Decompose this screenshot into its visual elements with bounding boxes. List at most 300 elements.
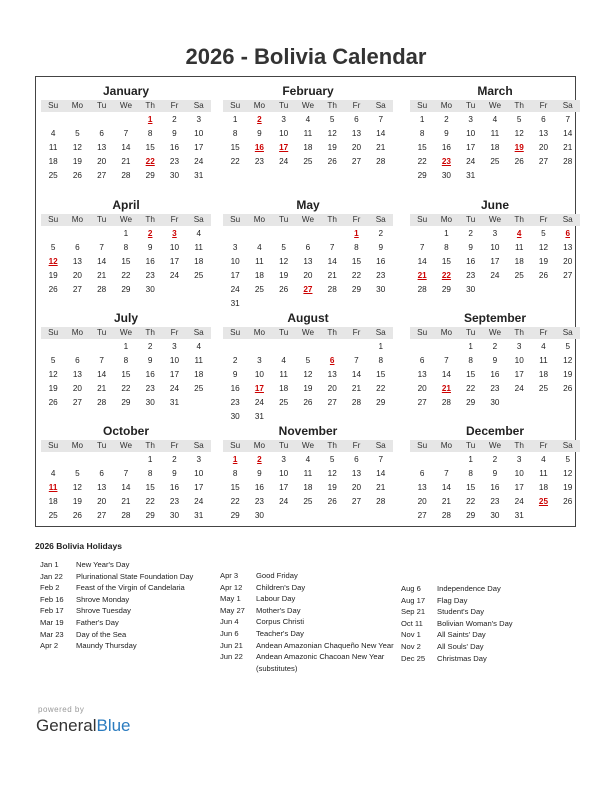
day-cell: 8 (147, 129, 153, 138)
day-cell: 3 (492, 229, 498, 238)
day-cell: 16 (145, 370, 155, 379)
day-cell: 16 (376, 257, 386, 266)
weekday-header: Mo (253, 215, 266, 224)
weekday-header: Fr (539, 441, 548, 450)
holiday-item (40, 559, 220, 571)
brand-logo[interactable] (36, 716, 131, 736)
month-8 (410, 310, 580, 409)
day-cell: 25 (48, 511, 58, 520)
day-cell: 20 (72, 384, 82, 393)
day-cell: 11 (194, 243, 203, 252)
day-cell: 12 (327, 129, 337, 138)
day-cell: 21 (351, 384, 362, 393)
holiday-day-cell: 6 (565, 229, 570, 238)
weekday-header: We (488, 215, 501, 224)
weekday-header: Sa (193, 101, 204, 110)
holiday-date: Feb 16 (40, 594, 64, 604)
day-cell: 11 (514, 243, 524, 252)
day-cell: 5 (541, 229, 546, 238)
holiday-item (401, 606, 581, 618)
holiday-name: All Saints' Day (437, 630, 486, 640)
holiday-item (220, 628, 400, 640)
holiday-day-cell: 19 (514, 143, 524, 152)
day-cell: 7 (444, 356, 449, 365)
empty-day-cell (369, 297, 393, 310)
week-row (41, 495, 211, 508)
empty-day-cell (483, 283, 507, 296)
day-cell: 26 (279, 285, 289, 294)
day-cell: 19 (303, 384, 313, 393)
day-cell: 12 (538, 243, 549, 252)
week-row (223, 283, 393, 296)
week-row (41, 255, 211, 268)
week-row (410, 382, 580, 395)
weekday-header: Th (327, 328, 337, 337)
day-cell: 8 (419, 129, 425, 138)
day-cell: 24 (466, 157, 476, 166)
day-cell: 11 (539, 469, 548, 478)
weekday-header: Su (417, 441, 428, 450)
empty-day-cell (556, 283, 580, 296)
day-cell: 7 (419, 243, 425, 252)
weekday-header: Th (514, 215, 524, 224)
holiday-item (401, 641, 581, 653)
month-name: April (112, 198, 140, 212)
week-row (223, 269, 393, 282)
empty-day-cell (296, 297, 320, 310)
day-cell: 20 (417, 384, 427, 393)
day-cell: 17 (169, 257, 180, 266)
day-cell: 12 (279, 257, 289, 266)
holiday-day-cell: 16 (254, 143, 264, 152)
day-cell: 15 (417, 143, 427, 152)
week-row (410, 255, 580, 268)
day-cell: 18 (48, 497, 58, 506)
week-row (41, 368, 211, 381)
day-cell: 7 (99, 356, 104, 365)
day-cell: 19 (327, 483, 337, 492)
day-cell: 17 (169, 370, 180, 379)
day-cell: 31 (514, 511, 524, 520)
day-cell: 16 (230, 384, 240, 393)
day-cell: 30 (169, 511, 180, 520)
month-name: February (282, 84, 334, 98)
holiday-name: Flag Day (437, 595, 468, 605)
empty-day-cell (296, 509, 320, 522)
weekday-header: We (301, 328, 314, 337)
day-cell: 15 (351, 257, 362, 266)
empty-day-cell (434, 340, 458, 353)
holiday-item (40, 605, 220, 617)
day-cell: 12 (327, 469, 337, 478)
month-name: October (102, 424, 149, 438)
empty-day-cell (320, 509, 344, 522)
weekday-header: We (301, 101, 314, 110)
weekday-header: Tu (279, 215, 289, 224)
day-cell: 18 (538, 370, 549, 379)
day-cell: 28 (121, 171, 131, 180)
day-cell: 16 (169, 483, 180, 492)
empty-day-cell (114, 113, 138, 126)
weekday-header-row (41, 440, 211, 452)
weekday-header: We (488, 441, 501, 450)
weekday-header: Mo (440, 441, 453, 450)
holiday-item (40, 629, 220, 641)
day-cell: 20 (327, 384, 337, 393)
day-cell: 15 (121, 257, 131, 266)
day-cell: 19 (327, 143, 337, 152)
holiday-name: Andean Amazonic Chacoan New Year (substitutes) (256, 652, 385, 673)
day-cell: 28 (376, 157, 386, 166)
day-cell: 6 (75, 356, 80, 365)
day-cell: 17 (194, 483, 204, 492)
day-cell: 24 (514, 384, 524, 393)
day-cell: 7 (378, 115, 383, 124)
day-cell: 9 (147, 243, 153, 252)
holiday-name: Andean Amazonian Chaqueño New Year (256, 640, 394, 650)
empty-day-cell (272, 297, 296, 310)
day-cell: 9 (147, 356, 153, 365)
weekday-header: Tu (97, 441, 107, 450)
week-row (223, 255, 393, 268)
day-cell: 20 (417, 497, 427, 506)
holiday-day-cell: 27 (303, 285, 313, 294)
day-cell: 13 (351, 469, 362, 478)
day-cell: 30 (490, 511, 500, 520)
day-cell: 21 (97, 271, 107, 280)
day-cell: 3 (232, 243, 238, 252)
day-cell: 2 (492, 455, 498, 464)
weekday-header: Tu (466, 215, 476, 224)
day-cell: 10 (514, 356, 524, 365)
holiday-column-1 (40, 559, 220, 652)
day-cell: 14 (121, 143, 131, 152)
week-row (41, 155, 211, 168)
day-cell: 12 (563, 469, 573, 478)
day-cell: 13 (563, 243, 573, 252)
weekday-header: Tu (279, 101, 289, 110)
empty-day-cell (272, 227, 296, 240)
holiday-day-cell: 1 (232, 455, 238, 464)
day-cell: 4 (50, 129, 56, 138)
holiday-day-cell: 2 (257, 455, 262, 464)
day-cell: 22 (121, 384, 131, 393)
week-row (410, 495, 580, 508)
holiday-item (40, 617, 220, 629)
holiday-day-cell: 12 (48, 257, 58, 266)
day-cell: 17 (514, 370, 524, 379)
holiday-name: Bolivian Woman's Day (437, 618, 513, 628)
holiday-name: Maundy Thursday (76, 641, 137, 651)
day-cell: 4 (257, 243, 262, 252)
day-cell: 30 (169, 171, 180, 180)
empty-day-cell (90, 453, 114, 466)
week-row (410, 155, 580, 168)
day-cell: 8 (123, 356, 129, 365)
week-row (223, 155, 393, 168)
holiday-name: Labour Day (256, 594, 296, 604)
day-cell: 30 (376, 285, 386, 294)
empty-day-cell (531, 283, 555, 296)
weekday-header: Fr (170, 328, 179, 337)
holiday-name: Student's Day (437, 607, 485, 617)
week-row (410, 227, 580, 240)
weekday-header: Su (230, 101, 241, 110)
weekday-header: Sa (562, 441, 573, 450)
day-cell: 10 (194, 469, 204, 478)
holiday-day-cell: 4 (516, 229, 522, 238)
day-cell: 17 (466, 143, 476, 152)
week-row (223, 453, 393, 466)
empty-day-cell (41, 453, 65, 466)
day-cell: 25 (303, 497, 313, 506)
holiday-date: Feb 17 (40, 606, 64, 616)
day-cell: 23 (145, 271, 155, 280)
day-cell: 18 (490, 143, 500, 152)
day-cell: 27 (417, 398, 427, 407)
day-cell: 23 (145, 384, 155, 393)
empty-day-cell (531, 396, 555, 409)
calendar-grid (35, 76, 576, 527)
day-cell: 22 (145, 497, 155, 506)
holiday-date: Sep 21 (401, 607, 426, 617)
empty-day-cell (247, 340, 271, 353)
day-cell: 15 (121, 370, 131, 379)
holiday-date: Nov 1 (401, 630, 421, 640)
empty-day-cell (369, 410, 393, 423)
day-cell: 26 (72, 511, 82, 520)
day-cell: 10 (466, 129, 476, 138)
day-cell: 3 (516, 342, 522, 351)
empty-day-cell (41, 340, 65, 353)
holiday-date: Aug 6 (401, 584, 421, 593)
day-cell: 24 (279, 497, 289, 506)
day-cell: 9 (444, 129, 449, 138)
day-cell: 23 (169, 497, 180, 506)
day-cell: 10 (230, 257, 240, 266)
weekday-header: Mo (440, 101, 453, 110)
day-cell: 30 (145, 285, 155, 294)
day-cell: 17 (230, 271, 240, 280)
day-cell: 24 (230, 285, 240, 294)
holiday-column-2 (220, 570, 400, 674)
day-cell: 25 (538, 384, 549, 393)
day-cell: 13 (327, 370, 337, 379)
weekday-header: Mo (440, 328, 453, 337)
day-cell: 24 (169, 271, 180, 280)
holiday-item (401, 583, 581, 595)
weekday-header: We (301, 441, 314, 450)
day-cell: 5 (516, 115, 522, 124)
day-cell: 24 (279, 157, 289, 166)
weekday-header-row (410, 440, 580, 452)
day-cell: 23 (230, 398, 240, 407)
day-cell: 24 (169, 384, 180, 393)
empty-day-cell (296, 340, 320, 353)
day-cell: 18 (194, 370, 204, 379)
day-cell: 10 (279, 129, 289, 138)
week-row (410, 169, 580, 182)
holiday-day-cell: 17 (254, 384, 264, 393)
day-cell: 5 (329, 455, 335, 464)
weekday-header: Sa (375, 101, 386, 110)
day-cell: 4 (541, 455, 546, 464)
weekday-header: Th (327, 215, 337, 224)
day-cell: 11 (539, 356, 548, 365)
day-cell: 27 (351, 497, 362, 506)
holiday-name: Christmas Day (437, 653, 487, 663)
weekday-header: Tu (279, 441, 289, 450)
day-cell: 6 (99, 129, 104, 138)
day-cell: 14 (376, 129, 386, 138)
empty-day-cell (531, 509, 555, 522)
holiday-name: Mother's Day (256, 605, 301, 615)
weekday-header: Th (514, 328, 524, 337)
day-cell: 20 (351, 483, 362, 492)
day-cell: 11 (279, 370, 288, 379)
day-cell: 27 (351, 157, 362, 166)
empty-day-cell (369, 509, 393, 522)
day-cell: 28 (417, 285, 427, 294)
day-cell: 3 (516, 455, 522, 464)
weekday-header: Su (48, 101, 59, 110)
day-cell: 3 (196, 115, 201, 124)
day-cell: 21 (376, 483, 386, 492)
holiday-day-cell: 22 (441, 271, 451, 280)
weekday-header: Th (327, 441, 337, 450)
week-row (223, 241, 393, 254)
holiday-date: Apr 12 (220, 582, 243, 592)
week-row (41, 354, 211, 367)
month-10 (223, 423, 393, 522)
day-cell: 26 (303, 398, 313, 407)
day-cell: 6 (419, 356, 425, 365)
week-row (223, 340, 393, 353)
month-name: March (477, 84, 513, 98)
empty-day-cell (65, 227, 89, 240)
day-cell: 2 (468, 229, 473, 238)
week-row (410, 340, 580, 353)
day-cell: 20 (351, 143, 362, 152)
week-row (41, 113, 211, 126)
day-cell: 9 (232, 370, 238, 379)
empty-day-cell (41, 113, 65, 126)
day-cell: 5 (50, 356, 56, 365)
week-row (41, 227, 211, 240)
day-cell: 14 (441, 483, 451, 492)
day-cell: 7 (354, 356, 359, 365)
empty-day-cell (410, 227, 434, 240)
day-cell: 14 (563, 129, 573, 138)
month-0 (41, 83, 211, 182)
empty-day-cell (272, 410, 296, 423)
day-cell: 26 (48, 285, 58, 294)
weekday-header: We (119, 215, 132, 224)
day-cell: 16 (169, 143, 180, 152)
day-cell: 31 (194, 511, 204, 520)
day-cell: 27 (417, 511, 427, 520)
holiday-name: Plurinational State Foundation Day (76, 571, 194, 581)
empty-day-cell (90, 113, 114, 126)
weekday-header: Su (48, 215, 59, 224)
holiday-date: Jun 6 (220, 628, 239, 638)
month-name: June (480, 198, 509, 212)
day-cell: 23 (169, 157, 180, 166)
day-cell: 7 (123, 129, 129, 138)
day-cell: 2 (232, 356, 238, 365)
day-cell: 27 (72, 285, 82, 294)
holiday-day-cell: 2 (257, 115, 262, 124)
day-cell: 11 (490, 129, 500, 138)
day-cell: 12 (72, 143, 82, 152)
week-row (410, 113, 580, 126)
week-row (223, 382, 393, 395)
weekday-header: Th (145, 441, 155, 450)
empty-day-cell (320, 297, 344, 310)
holiday-day-cell: 6 (329, 356, 335, 365)
day-cell: 27 (563, 271, 573, 280)
holiday-name: Independence Day (437, 584, 501, 593)
week-row (223, 227, 393, 240)
day-cell: 14 (376, 469, 386, 478)
weekday-header: Sa (562, 101, 573, 110)
day-cell: 20 (303, 271, 313, 280)
day-cell: 3 (257, 356, 262, 365)
weekday-header: We (119, 441, 132, 450)
day-cell: 4 (492, 115, 498, 124)
day-cell: 1 (123, 229, 129, 238)
page-title: 2026 - Bolivia Calendar (185, 44, 427, 69)
holiday-day-cell: 22 (145, 157, 155, 166)
holiday-item (401, 653, 581, 665)
day-cell: 2 (147, 342, 153, 351)
week-row (223, 396, 393, 409)
day-cell: 4 (541, 342, 546, 351)
weekday-header: Sa (375, 215, 386, 224)
holiday-date: Jun 4 (220, 617, 239, 627)
day-cell: 23 (254, 157, 264, 166)
day-cell: 22 (230, 497, 240, 506)
day-cell: 8 (147, 469, 153, 478)
day-cell: 22 (466, 497, 476, 506)
day-cell: 15 (230, 483, 240, 492)
day-cell: 9 (492, 356, 498, 365)
weekday-header: Sa (562, 215, 573, 224)
weekday-header: Su (417, 328, 428, 337)
holiday-date: Nov 2 (401, 641, 421, 651)
month-name: September (463, 311, 527, 325)
day-cell: 10 (169, 356, 180, 365)
weekday-header: We (301, 215, 314, 224)
week-row (410, 283, 580, 296)
week-row (223, 509, 393, 522)
day-cell: 12 (303, 370, 313, 379)
holiday-date: Jun 22 (220, 652, 243, 662)
day-cell: 26 (72, 171, 82, 180)
day-cell: 13 (351, 129, 362, 138)
day-cell: 8 (123, 243, 129, 252)
holiday-date: Oct 11 (401, 618, 423, 628)
weekday-header: Mo (71, 215, 84, 224)
holiday-name: Shrove Monday (76, 594, 130, 604)
day-cell: 16 (145, 257, 155, 266)
day-cell: 1 (419, 115, 425, 124)
day-cell: 23 (466, 271, 476, 280)
weekday-header: Th (145, 215, 155, 224)
day-cell: 20 (72, 271, 82, 280)
day-cell: 11 (194, 356, 203, 365)
day-cell: 15 (145, 483, 155, 492)
